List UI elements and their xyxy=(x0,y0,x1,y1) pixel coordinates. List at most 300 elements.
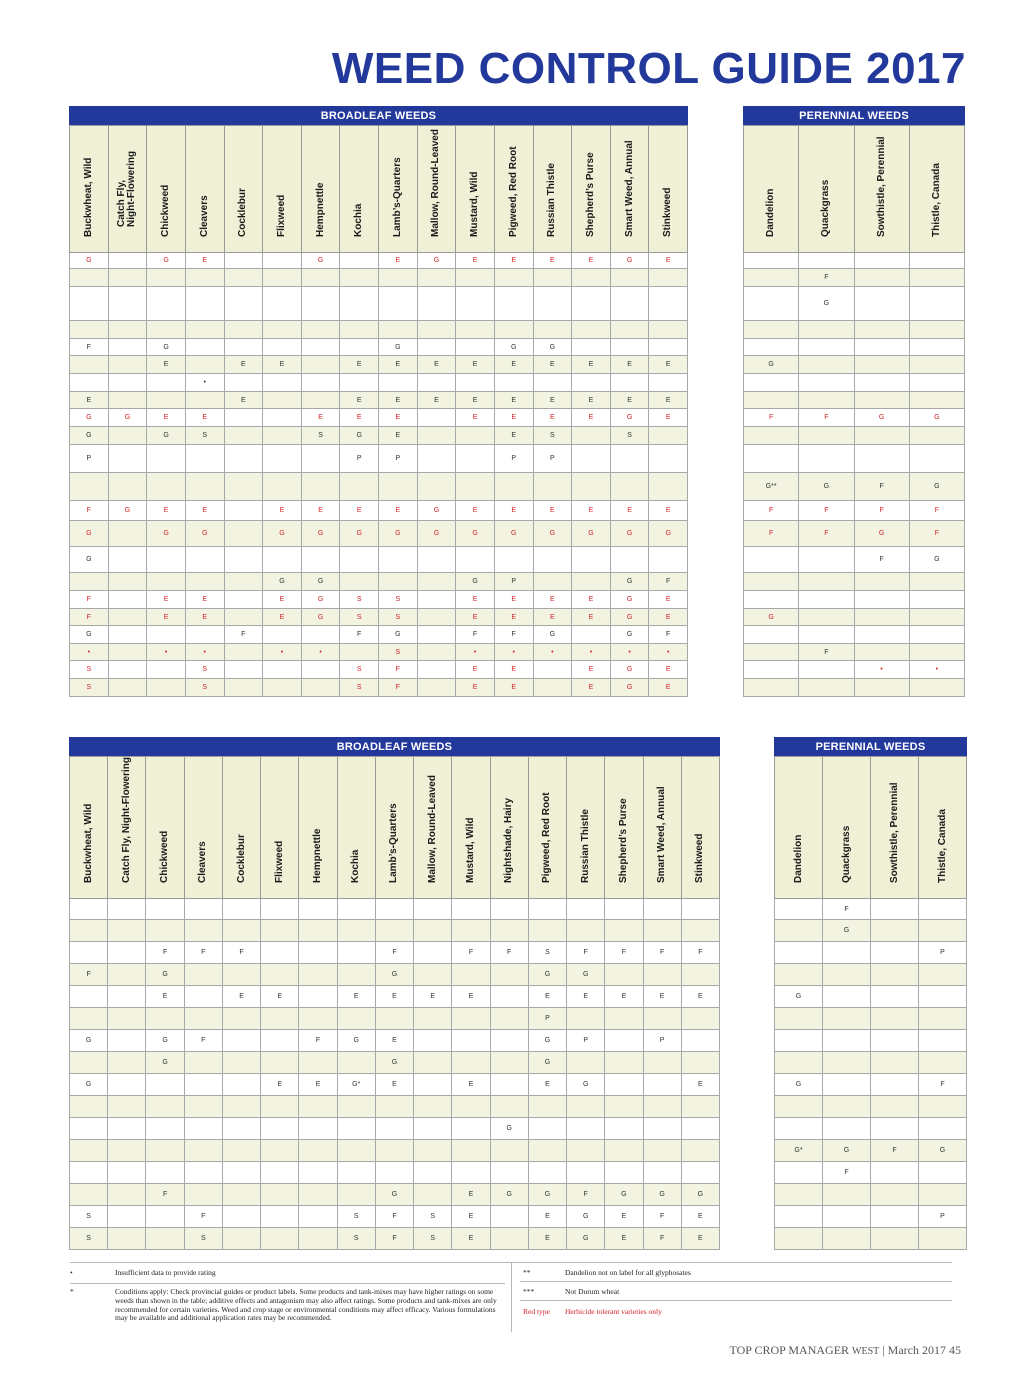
rating-cell: • xyxy=(70,644,109,661)
rating-cell: P xyxy=(494,445,533,473)
rating-cell xyxy=(108,1118,146,1140)
rating-cell xyxy=(414,920,452,942)
table-row xyxy=(70,427,688,445)
rating-cell xyxy=(452,1030,490,1052)
rating-cell: F xyxy=(799,521,854,547)
rating-cell xyxy=(337,1140,375,1162)
rating-cell xyxy=(854,269,909,287)
rating-cell: G xyxy=(533,339,572,356)
rating-cell xyxy=(871,1162,919,1184)
rating-cell xyxy=(261,1184,299,1206)
rating-cell: G xyxy=(490,1184,528,1206)
rating-cell xyxy=(108,661,147,679)
rating-cell: G xyxy=(681,1184,719,1206)
rating-cell: G xyxy=(301,591,340,609)
rating-cell xyxy=(823,1206,871,1228)
rating-cell xyxy=(744,661,799,679)
rating-cell xyxy=(909,609,964,626)
rating-cell xyxy=(572,374,611,392)
rating-cell: S xyxy=(185,661,224,679)
rating-cell xyxy=(456,339,495,356)
table-row xyxy=(70,287,688,321)
rating-cell xyxy=(799,356,854,374)
rating-cell: E xyxy=(456,356,495,374)
rating-cell xyxy=(572,339,611,356)
rating-cell: S xyxy=(185,427,224,445)
table-row xyxy=(744,473,965,501)
rating-cell: E xyxy=(147,591,186,609)
rating-cell: G xyxy=(340,427,379,445)
rating-cell: E xyxy=(494,609,533,626)
table-row xyxy=(744,626,965,644)
rating-cell xyxy=(108,269,147,287)
rating-cell xyxy=(224,374,263,392)
rating-cell: E xyxy=(70,392,109,409)
rating-cell: E xyxy=(572,679,611,697)
table-row xyxy=(70,942,720,964)
table-row xyxy=(744,374,965,392)
rating-cell xyxy=(263,269,302,287)
rating-cell: G xyxy=(147,339,186,356)
weed-rating-grid xyxy=(69,756,720,1250)
rating-cell: E xyxy=(533,253,572,269)
rating-cell xyxy=(854,609,909,626)
rating-cell xyxy=(261,1118,299,1140)
rating-cell xyxy=(643,1162,681,1184)
footnote-dstar-symbol: ** xyxy=(523,1268,531,1277)
rating-cell xyxy=(452,964,490,986)
rating-cell xyxy=(919,899,967,920)
rating-cell: G xyxy=(70,253,109,269)
rating-cell xyxy=(823,1228,871,1250)
rating-cell: F xyxy=(494,626,533,644)
rating-cell: G xyxy=(147,427,186,445)
column-header xyxy=(263,126,302,253)
rating-cell xyxy=(871,899,919,920)
rating-cell: G xyxy=(610,661,649,679)
rating-cell: F xyxy=(567,942,605,964)
rating-cell xyxy=(337,1162,375,1184)
rating-cell: E xyxy=(185,409,224,427)
rating-cell xyxy=(414,1096,452,1118)
rating-cell xyxy=(775,1008,823,1030)
rating-cell xyxy=(261,1030,299,1052)
rating-cell xyxy=(337,1184,375,1206)
rating-cell xyxy=(744,679,799,697)
rating-cell xyxy=(70,942,108,964)
footnote-tstar-symbol: *** xyxy=(523,1287,535,1296)
rating-cell: G xyxy=(490,1118,528,1140)
rating-cell: E xyxy=(452,1228,490,1250)
rating-cell xyxy=(528,1118,566,1140)
column-header xyxy=(452,757,490,899)
rating-cell xyxy=(643,1118,681,1140)
rating-cell xyxy=(70,1008,108,1030)
rating-cell xyxy=(417,427,456,445)
rating-cell xyxy=(605,899,643,920)
rating-cell: S xyxy=(379,644,418,661)
rating-cell: E xyxy=(379,427,418,445)
rating-cell: G xyxy=(854,521,909,547)
column-header-label: Shepherd’s Purse xyxy=(584,152,596,237)
rating-cell: F xyxy=(70,591,109,609)
rating-cell xyxy=(854,679,909,697)
column-header-label: Mallow, Round-Leaved xyxy=(426,775,438,883)
rating-cell xyxy=(301,392,340,409)
column-header xyxy=(567,757,605,899)
rating-cell xyxy=(224,445,263,473)
rating-cell xyxy=(605,1162,643,1184)
rating-cell xyxy=(567,1096,605,1118)
rating-cell xyxy=(528,1140,566,1162)
rating-cell xyxy=(533,374,572,392)
rating-cell xyxy=(224,573,263,591)
weed-rating-grid xyxy=(69,125,688,697)
rating-cell xyxy=(146,1096,184,1118)
rating-cell xyxy=(147,445,186,473)
rating-cell xyxy=(417,644,456,661)
rating-cell xyxy=(649,547,688,573)
rating-cell: G xyxy=(528,1184,566,1206)
rating-cell: F xyxy=(490,942,528,964)
rating-cell xyxy=(452,1162,490,1184)
rating-cell xyxy=(854,321,909,339)
rating-cell: F xyxy=(70,501,109,521)
rating-cell xyxy=(414,1008,452,1030)
rating-cell xyxy=(147,374,186,392)
rating-cell: P xyxy=(919,1206,967,1228)
rating-cell xyxy=(643,1096,681,1118)
rating-cell xyxy=(146,1008,184,1030)
rating-cell xyxy=(340,547,379,573)
column-header xyxy=(854,126,909,253)
rating-cell xyxy=(261,1206,299,1228)
rating-cell xyxy=(414,1162,452,1184)
rating-cell xyxy=(301,661,340,679)
rating-cell: E xyxy=(605,1206,643,1228)
rating-cell: G xyxy=(379,626,418,644)
rating-cell: E xyxy=(456,409,495,427)
column-header-label: Russian Thistle xyxy=(546,163,558,237)
rating-cell: F xyxy=(184,942,222,964)
publication-name: TOP CROP MANAGER xyxy=(729,1343,850,1357)
rating-cell xyxy=(799,573,854,591)
rating-cell xyxy=(605,1030,643,1052)
rating-cell: F xyxy=(681,942,719,964)
table-row xyxy=(744,679,965,697)
rating-cell xyxy=(871,1206,919,1228)
table-band-title: PERENNIAL WEEDS xyxy=(774,737,967,756)
rating-cell xyxy=(222,1228,260,1250)
rating-cell xyxy=(452,1052,490,1074)
rating-cell xyxy=(799,609,854,626)
rating-cell: F xyxy=(649,626,688,644)
rating-cell: G xyxy=(263,573,302,591)
rating-cell: G xyxy=(337,1030,375,1052)
table-row xyxy=(70,899,720,920)
column-header-label: Thistle, Canada xyxy=(936,809,948,883)
rating-cell: E xyxy=(572,356,611,374)
table-row xyxy=(744,547,965,573)
rating-cell xyxy=(681,899,719,920)
rating-cell xyxy=(184,1096,222,1118)
rating-cell: E xyxy=(301,501,340,521)
issue-and-page: | March 2017 45 xyxy=(882,1343,961,1357)
rating-cell xyxy=(301,547,340,573)
rating-cell xyxy=(744,644,799,661)
table-row xyxy=(744,609,965,626)
rating-cell xyxy=(224,679,263,697)
column-header-label: Cocklebur xyxy=(235,834,247,883)
rating-cell xyxy=(299,1162,337,1184)
rating-cell xyxy=(108,1008,146,1030)
page-footer xyxy=(729,1343,961,1358)
rating-cell: E xyxy=(494,356,533,374)
rating-cell xyxy=(572,547,611,573)
rating-cell xyxy=(222,1162,260,1184)
rating-cell xyxy=(643,1008,681,1030)
rating-cell xyxy=(744,392,799,409)
rating-cell xyxy=(854,339,909,356)
rating-cell xyxy=(871,1030,919,1052)
table-row xyxy=(775,1206,967,1228)
rating-cell: G xyxy=(909,547,964,573)
rating-cell xyxy=(854,644,909,661)
rating-cell xyxy=(572,269,611,287)
rating-cell xyxy=(263,321,302,339)
rating-cell xyxy=(70,1162,108,1184)
rating-cell xyxy=(70,269,109,287)
rating-cell xyxy=(263,427,302,445)
rating-cell xyxy=(799,339,854,356)
rating-cell xyxy=(909,573,964,591)
rating-cell: E xyxy=(649,661,688,679)
rating-cell xyxy=(414,964,452,986)
rating-cell xyxy=(854,253,909,269)
table-row xyxy=(775,1052,967,1074)
rating-cell xyxy=(299,1228,337,1250)
rating-cell xyxy=(184,1184,222,1206)
rating-cell xyxy=(340,374,379,392)
column-header xyxy=(919,757,967,899)
page-title: WEED CONTROL GUIDE 2017 xyxy=(331,44,966,93)
rating-cell: G xyxy=(775,1074,823,1096)
rating-cell xyxy=(494,374,533,392)
rating-cell: P xyxy=(533,445,572,473)
rating-cell: G xyxy=(70,409,109,427)
rating-cell xyxy=(605,1096,643,1118)
rating-cell: E xyxy=(379,392,418,409)
rating-cell: E xyxy=(610,501,649,521)
rating-cell xyxy=(185,573,224,591)
rating-cell xyxy=(70,986,108,1008)
rating-cell xyxy=(108,986,146,1008)
rating-cell: E xyxy=(649,253,688,269)
rating-cell: F xyxy=(854,547,909,573)
rating-cell: S xyxy=(340,591,379,609)
rating-cell xyxy=(70,321,109,339)
rating-cell xyxy=(299,1118,337,1140)
table-row xyxy=(70,573,688,591)
rating-cell: • xyxy=(610,644,649,661)
rating-cell: G xyxy=(823,920,871,942)
rating-cell xyxy=(108,1052,146,1074)
column-header xyxy=(108,126,147,253)
column-header xyxy=(528,757,566,899)
rating-cell: E xyxy=(379,409,418,427)
rating-cell xyxy=(70,374,109,392)
rating-cell: G xyxy=(909,473,964,501)
rating-cell xyxy=(649,269,688,287)
rating-cell xyxy=(871,1052,919,1074)
rating-cell xyxy=(871,920,919,942)
rating-cell: E xyxy=(452,1206,490,1228)
rating-cell xyxy=(299,1206,337,1228)
rating-cell: E xyxy=(649,409,688,427)
rating-cell xyxy=(775,1162,823,1184)
rating-cell: F xyxy=(854,501,909,521)
column-header xyxy=(379,126,418,253)
rating-cell xyxy=(108,521,147,547)
column-header-label: Russian Thistle xyxy=(579,809,591,883)
rating-cell xyxy=(108,644,147,661)
rating-cell xyxy=(108,1162,146,1184)
rating-cell: G xyxy=(417,253,456,269)
rating-cell: E xyxy=(533,609,572,626)
rating-cell xyxy=(261,1008,299,1030)
rating-cell xyxy=(108,253,147,269)
rating-cell xyxy=(799,253,854,269)
rating-cell: • xyxy=(572,644,611,661)
table-row xyxy=(70,1074,720,1096)
rating-cell xyxy=(919,1096,967,1118)
rating-cell: E xyxy=(494,392,533,409)
table-row xyxy=(70,1140,720,1162)
rating-cell: F xyxy=(643,942,681,964)
rating-cell xyxy=(224,473,263,501)
rating-cell xyxy=(871,942,919,964)
rating-cell xyxy=(643,964,681,986)
rating-cell xyxy=(823,1052,871,1074)
rating-cell xyxy=(301,473,340,501)
rating-cell xyxy=(222,1074,260,1096)
rating-cell: F xyxy=(823,899,871,920)
rating-cell: S xyxy=(301,427,340,445)
rating-cell xyxy=(649,473,688,501)
column-header-label: Dandelion xyxy=(765,188,777,237)
rating-cell xyxy=(108,287,147,321)
rating-cell xyxy=(185,547,224,573)
rating-cell: G xyxy=(610,409,649,427)
rating-cell xyxy=(146,1162,184,1184)
rating-cell: E xyxy=(299,1074,337,1096)
rating-cell xyxy=(567,1008,605,1030)
rating-cell: F xyxy=(799,409,854,427)
table-row xyxy=(744,427,965,445)
rating-cell xyxy=(417,626,456,644)
publication-edition: WEST xyxy=(852,1346,880,1357)
rating-cell xyxy=(572,473,611,501)
rating-cell: E xyxy=(649,356,688,374)
rating-cell xyxy=(775,1184,823,1206)
rating-cell xyxy=(299,920,337,942)
rating-cell: G xyxy=(147,521,186,547)
rating-cell xyxy=(533,287,572,321)
rating-cell: G xyxy=(567,1074,605,1096)
column-header xyxy=(533,126,572,253)
rating-cell xyxy=(263,374,302,392)
table-row xyxy=(775,1074,967,1096)
rating-cell xyxy=(854,445,909,473)
rating-cell xyxy=(224,547,263,573)
table-row xyxy=(775,942,967,964)
rating-cell xyxy=(823,1096,871,1118)
rating-cell xyxy=(452,1140,490,1162)
rating-cell: E xyxy=(456,392,495,409)
rating-cell: P xyxy=(567,1030,605,1052)
column-header xyxy=(70,757,108,899)
rating-cell xyxy=(823,964,871,986)
rating-cell xyxy=(146,1118,184,1140)
rating-cell xyxy=(379,573,418,591)
rating-cell xyxy=(744,269,799,287)
rating-cell: G xyxy=(146,1052,184,1074)
rating-cell xyxy=(222,1008,260,1030)
column-header-label: Hempnettle xyxy=(314,182,326,237)
rating-cell xyxy=(744,626,799,644)
rating-cell xyxy=(337,920,375,942)
rating-cell xyxy=(108,1206,146,1228)
rating-cell xyxy=(184,1140,222,1162)
column-header xyxy=(649,126,688,253)
rating-cell: G xyxy=(494,339,533,356)
rating-cell xyxy=(375,1162,413,1184)
column-header-label: Lamb’s-Quarters xyxy=(391,157,403,237)
table-row xyxy=(744,409,965,427)
rating-cell: G xyxy=(185,521,224,547)
rating-cell xyxy=(299,1096,337,1118)
column-header-label: Cocklebur xyxy=(237,188,249,237)
rating-cell: G xyxy=(919,1140,967,1162)
rating-cell xyxy=(108,964,146,986)
rating-cell xyxy=(490,1228,528,1250)
rating-cell xyxy=(643,899,681,920)
table-row xyxy=(70,986,720,1008)
rating-cell xyxy=(375,1118,413,1140)
rating-cell xyxy=(744,591,799,609)
rating-cell xyxy=(184,1074,222,1096)
rating-cell xyxy=(379,547,418,573)
rating-cell xyxy=(744,374,799,392)
rating-cell xyxy=(871,1008,919,1030)
rating-cell xyxy=(417,591,456,609)
rating-cell xyxy=(533,473,572,501)
rating-cell xyxy=(533,269,572,287)
table-row xyxy=(744,339,965,356)
rating-cell xyxy=(301,269,340,287)
rating-cell: G xyxy=(70,427,109,445)
rating-cell: • xyxy=(649,644,688,661)
rating-cell xyxy=(185,321,224,339)
rating-cell xyxy=(337,1052,375,1074)
column-header-label: Buckwheat, Wild xyxy=(82,803,94,883)
table-row xyxy=(775,1118,967,1140)
rating-cell: F xyxy=(70,964,108,986)
rating-cell: • xyxy=(533,644,572,661)
rating-cell: S xyxy=(337,1206,375,1228)
rating-cell: G xyxy=(605,1184,643,1206)
rating-cell: • xyxy=(909,661,964,679)
